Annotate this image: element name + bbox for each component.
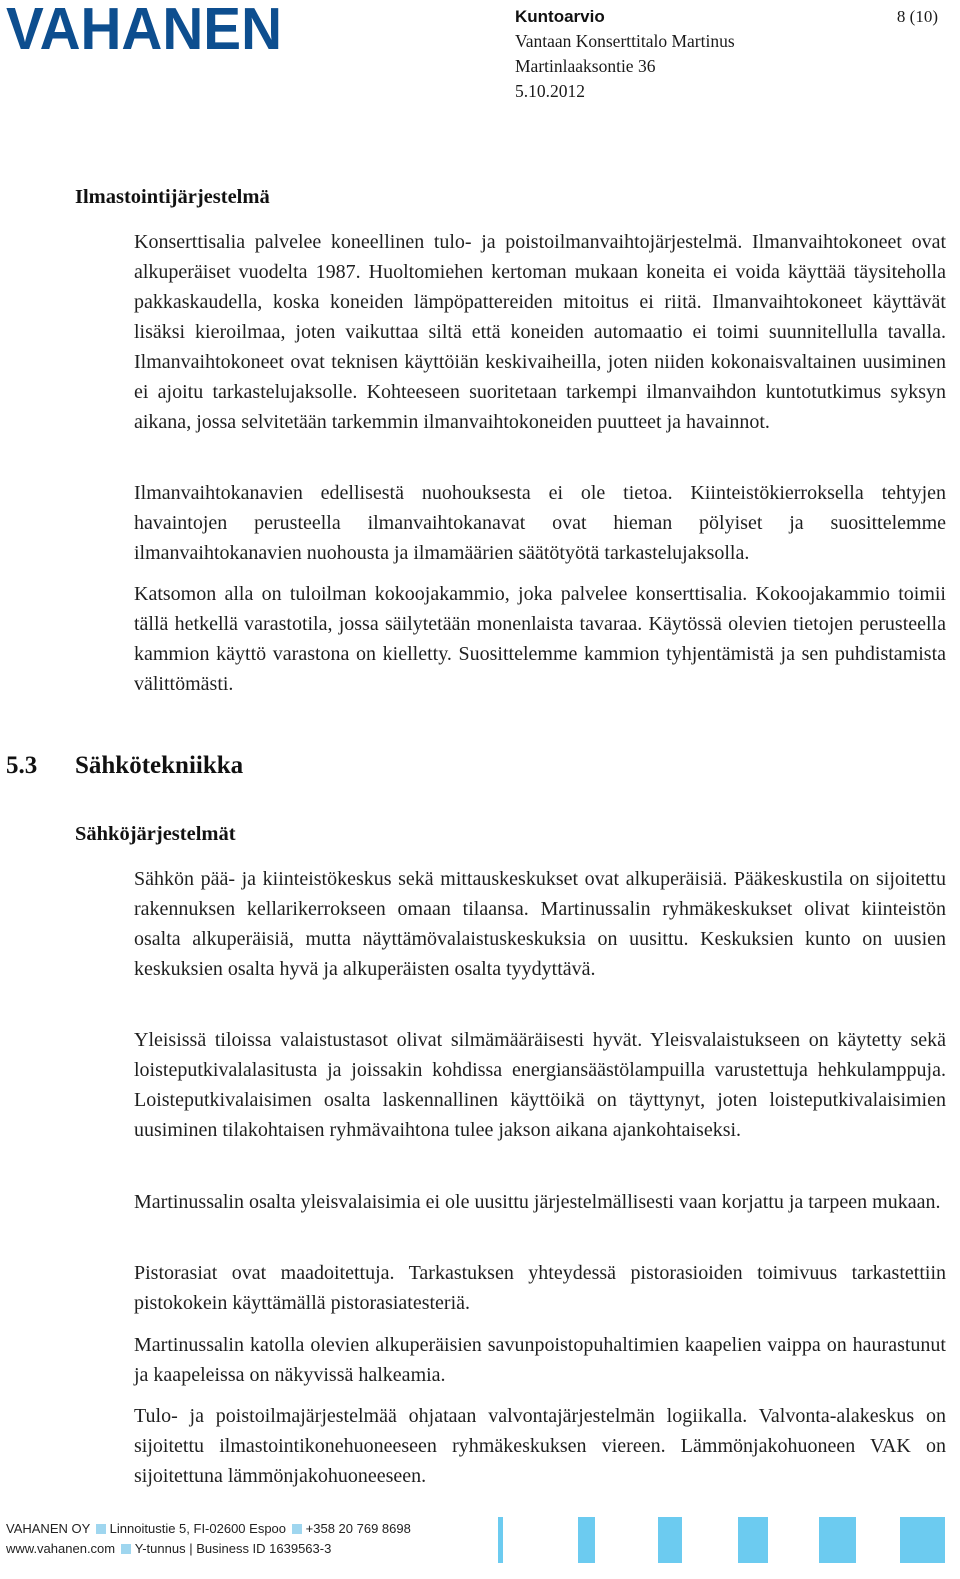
page-number: 8 (10) [896, 7, 938, 26]
paragraph-electrical-4: Pistorasiat ovat maadoitettuja. Tarkastuksen yhteydessä pistorasioiden toimivuus tarkastettiin pistokokein käyttämällä pistorasiatesteriä. [134, 1262, 946, 1314]
section-heading-electrical [6, 752, 243, 780]
square-bullet-icon [96, 1524, 106, 1534]
footer-phone: +358 20 769 8698 [305, 1521, 411, 1536]
heading-electrical-systems: Sähköjärjestelmät [75, 823, 236, 845]
footer-address: Linnoitustie 5, FI-02600 Espoo [109, 1521, 287, 1536]
decor-bar [738, 1517, 768, 1563]
square-bullet-icon [292, 1524, 302, 1534]
paragraph-electrical-3: Martinussalin osalta yleisvalaisimia ei ole uusittu järjestelmällisesti vaan korjattu ja tarpeen mukaan. [134, 1191, 941, 1213]
vahanen-logo [6, 2, 286, 58]
paragraph-electrical-5: Martinussalin katolla olevien alkuperäisien savunpoistopuhaltimien kaapelien vaippa on haurastunut ja kaapeleissa on näkyvissä halkeamia. [134, 1334, 946, 1386]
paragraph-ventilation-1: Konserttisalia palvelee koneellinen tulo- ja poistoilmanvaihtojärjestelmä. Ilmanvaihtokoneet ovat alkuperäiset vuodelta 1987. Huoltomiehen kertoman mukaan koneita ei voida käyttää täysiteholla pakkaskaudella, koska koneiden lämpöpattereiden mitoitus ei riitä. Ilmanvaihtokoneet käyttävät lisäksi kieroilmaa, joten vaikuttaa siltä että koneiden automaatio ei toimi suunnitellulla tavalla. Ilmanvaihtokoneet ovat teknisen käyttöiän keskivaiheilla, joten niiden kokonaisvaltainen uusiminen ei ajoitu tarkastelujaksolle. Kohteeseen suoritetaan tarkempi ilmanvaihdon kuntotutkimus syksyn aikana, jossa selvitetään tarkemmin ilmanvaihtokoneiden puutteet ja havainnot. [134, 231, 946, 433]
page-footer [6, 1519, 411, 1559]
paragraph-ventilation-2: Ilmanvaihtokanavien edellisestä nuohouksesta ei ole tietoa. Kiinteistökierroksella tehtyjen havaintojen perusteella ilmanvaihtokanavat ovat hieman pölyiset ja suosittelemme ilmanvaihtokanavien nuohousta ja ilmamäärien säätötyötä tarkastelujaksolla. [134, 482, 946, 564]
heading-ventilation: Ilmastointijärjestelmä [75, 186, 270, 208]
footer-decorative-bars [498, 1517, 950, 1563]
document-header [515, 4, 945, 104]
section-title: Sähkötekniikka [75, 752, 244, 779]
decor-bar [819, 1517, 856, 1563]
logo-wordmark: VAHANEN [6, 2, 282, 58]
paragraph-electrical-6: Tulo- ja poistoilmajärjestelmää ohjataan valvontajärjestelmän logiikalla. Valvonta-alakeskus on sijoitettu ilmastointikonehuoneeseen ryhmäkeskuksen viereen. Lämmönjakohuoneen VAK on sijoitettuna lämmönjakohuoneeseen. [134, 1405, 946, 1487]
decor-bar [578, 1517, 595, 1563]
paragraph-electrical-1: Sähkön pää- ja kiinteistökeskus sekä mittauskeskukset ovat alkuperäisiä. Pääkeskustila on sijoitettu rakennuksen kellarikerrokseen omaan tilaansa. Martinussalin ryhmäkeskukset olivat kiinteistön osalta alkuperäisiä, mutta näyttämövalaistuskeskuksia on uusittu. Keskuksien kunto on uusien keskuksien osalta hyvä ja alkuperäisten osalta tyydyttävä. [134, 868, 946, 980]
document-title: Kuntoarvio [515, 7, 605, 26]
decor-bar [658, 1517, 682, 1563]
decor-bar [498, 1517, 503, 1563]
paragraph-ventilation-3: Katsomon alla on tuloilman kokoojakammio, joka palvelee konserttisalia. Kokoojakammio toimii tällä hetkellä varastotila, jossa säilytetään monenlaista tavaraa. Käytössä olevien tietojen perusteella kammion käyttö varastona on kielletty. Suosittelemme kammion tyhjentämistä ja sen puhdistamista välittömästi. [134, 583, 946, 695]
footer-business-id: Y-tunnus | Business ID 1639563-3 [134, 1541, 332, 1556]
header-date: 5.10.2012 [515, 81, 585, 101]
square-bullet-icon [121, 1544, 131, 1554]
footer-company: VAHANEN OY [6, 1521, 91, 1536]
decor-bar [900, 1517, 945, 1563]
footer-website[interactable]: www.vahanen.com [6, 1541, 116, 1556]
header-address: Martinlaaksontie 36 [515, 56, 656, 76]
paragraph-electrical-2: Yleisissä tiloissa valaistustasot olivat silmämääräisesti hyvät. Yleisvalaistukseen on käytetty sekä loisteputkivalalasitusta ja joissakin kohdissa energiansäästölampuilla varustettuja hehkulamppuja. Loisteputkivalaisimen osalta laskennallinen käyttöikä on täyttynyt, joten loisteputkivalaisimien uusiminen tilakohtaisen ryhmävaihtona tulee jakson aikana ajankohtaiseksi. [134, 1029, 946, 1141]
header-building: Vantaan Konserttitalo Martinus [515, 31, 735, 51]
section-number: 5.3 [6, 752, 38, 779]
